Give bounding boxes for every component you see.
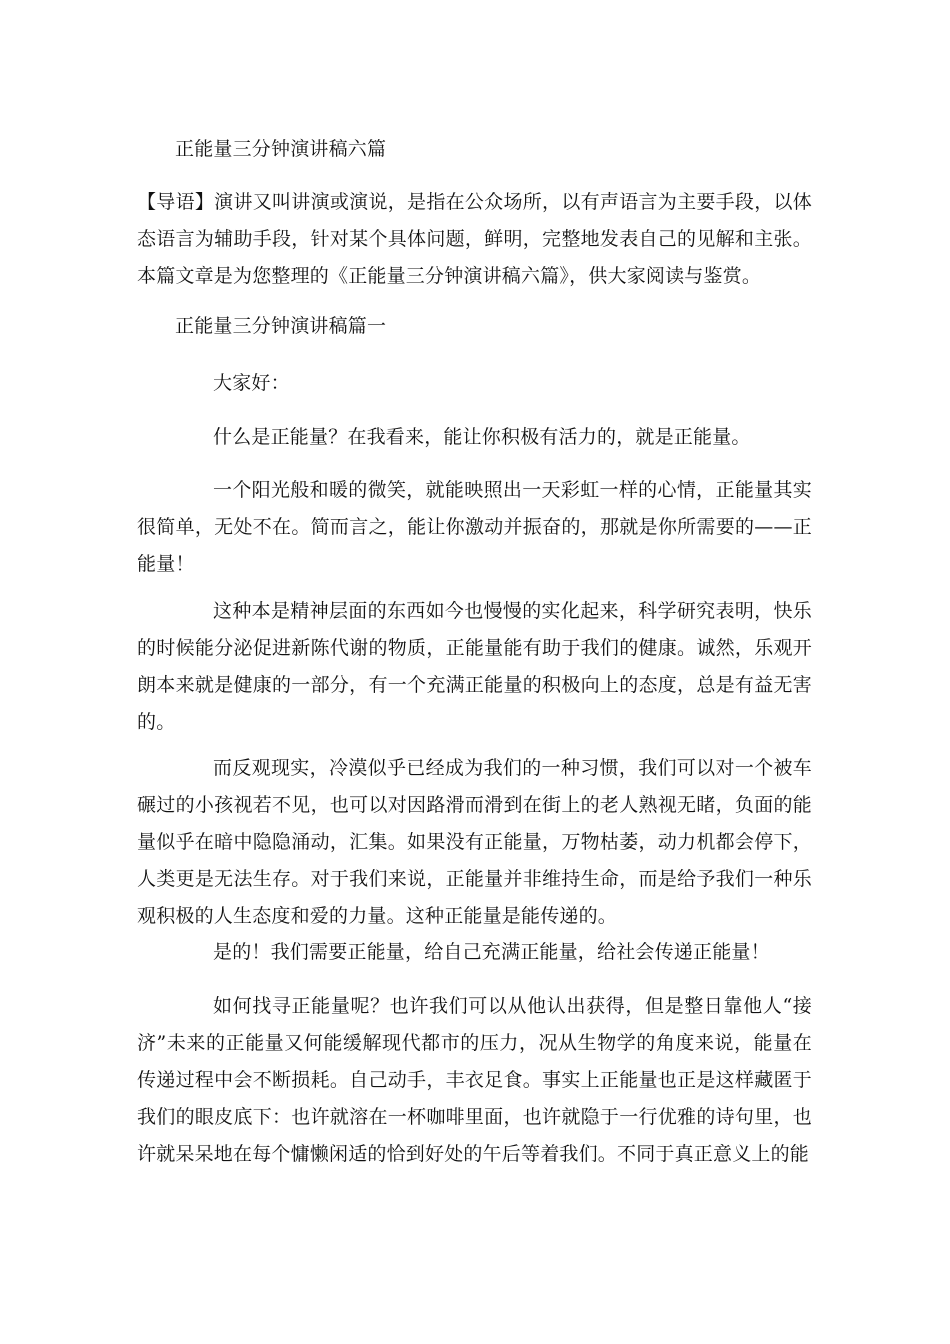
section-heading: 正能量三分钟演讲稿篇一 — [175, 315, 387, 337]
greeting: 大家好： — [213, 372, 290, 394]
lead-paragraph — [137, 184, 812, 295]
lead-label: 【导语】 — [137, 191, 215, 213]
body-paragraph: 这种本是精神层面的东西如今也慢慢的实化起来，科学研究表明，快乐的时候能分泌促进新陈代谢的物质，正能量能有助于我们的健康。诚然，乐观开朗本来就是健康的一部分，有一个充满正能量的积极向上的态度，总是有益无害的。 — [137, 600, 812, 733]
document-title: 正能量三分钟演讲稿六篇 — [175, 138, 387, 160]
body-paragraph: 是的！我们需要正能量，给自己充满正能量，给社会传递正能量！ — [213, 941, 770, 963]
body-paragraph: 而反观现实，冷漠似乎已经成为我们的一种习惯，我们可以对一个被车碾过的小孩视若不见，也可以对因路滑而滑到在街上的老人熟视无睹，负面的能量似乎在暗中隐隐涌动，汇集。如果没有正能量，万物枯萎，动力机都会停下，人类更是无法生存。对于我们来说，正能量并非维持生命，而是给予我们一种乐观积极的人生态度和爱的力量。这种正能量是能传递的。 — [137, 757, 812, 927]
lead-text: 演讲又叫讲演或演说，是指在公众场所，以有声语言为主要手段，以体态语言为辅助手段，针对某个具体问题，鲜明，完整地发表自己的见解和主张。本篇文章是为您整理的《正能量三分钟演讲稿六篇》，供大家阅读与鉴赏。 — [137, 191, 812, 287]
body-paragraph: 如何找寻正能量呢？也许我们可以从他认出获得，但是整日靠他人“接济”未来的正能量又何能缓解现代都市的压力，况从生物学的角度来说，能量在传递过程中会不断损耗。自己动手，丰衣足食。事实上正能量也正是这样藏匿于我们的眼皮底下：也许就溶在一杯咖啡里面，也许就隐于一行优雅的诗句里，也许就呆呆地在每个慵懒闲适的恰到好处的午后等着我们。不同于真正意义上的能 — [137, 995, 812, 1165]
body-paragraph: 一个阳光般和暖的微笑，就能映照出一天彩虹一样的心情，正能量其实很简单，无处不在。简而言之，能让你激动并振奋的，那就是你所需要的——正能量！ — [137, 479, 812, 575]
body-paragraph: 什么是正能量？在我看来，能让你积极有活力的，就是正能量。 — [213, 426, 751, 448]
